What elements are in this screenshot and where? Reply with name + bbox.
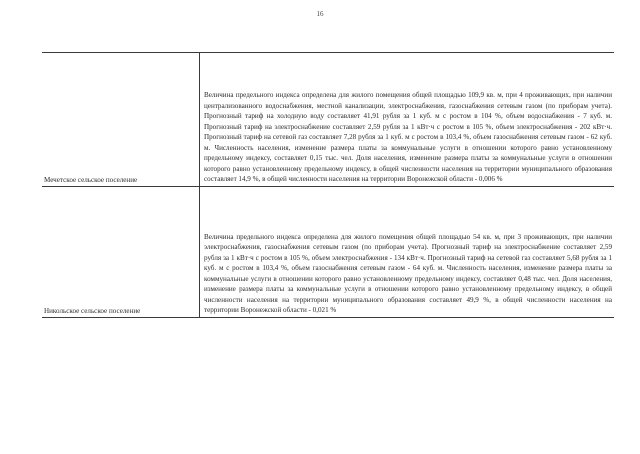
settlement-name: Никольское сельское поселение — [44, 307, 141, 315]
description-cell — [200, 187, 615, 318]
description-text: Величина предельного индекса определена для жилого помещения общей площадью 109,9 кв. м, при 4 проживающих, при наличии централизованного водоснабжения, местной канализации, электроснабжения, газоснабжения сетевым газом (по приборам учета). Прогнозный тариф на холодную воду составляет 41,91 рубля за 1 куб. м с ростом в 104 %, объем водоснабжения - 7 куб. м. Прогнозный тариф на электроснабжение составляет 2,59 рубля за 1 кВт·ч с ростом в 105 %, объем электроснабжения - 202 кВт·ч. Прогнозный тариф на сетевой газ составляет 7,28 рубля за 1 куб. м с ростом в 103,4 %, объем газоснабжения сетевым газом - 62 куб. м. Численность населения, изменение размера платы за коммунальные услуги в отношении которого равно установленному предельному индексу, составляет 0,15 тыс. чел. Доля населения, изменение размера платы за коммунальные услуги в отношении которого равно установленному предельному индексу, в общей численности населения на территории муниципального образования составляет 14,9 %, в общей численности населения на территории Воронежской области - 0,006 % — [204, 91, 612, 184]
description-cell — [200, 53, 615, 187]
page-number: 16 — [316, 10, 324, 18]
settlement-name-cell — [42, 53, 200, 187]
settlement-name: Мечетское сельское поселение — [44, 176, 138, 184]
settlement-name-cell — [42, 187, 200, 318]
table-row — [42, 53, 614, 187]
description-text: Величина предельного индекса определена для жилого помещения общей площадью 54 кв. м, при 3 проживающих, при наличии электроснабжения, газоснабжения сетевым газом (по приборам учета). Прогнозный тариф на электроснабжение составляет 2,59 рубля за 1 кВт·ч с ростом в 105 %, объем электроснабжения - 134 кВт·ч. Прогнозный тариф на сетевой газ составляет 5,68 рубля за 1 куб. м с ростом в 103,4 %, объем газоснабжения сетевым газом - 64 куб. м. Численность населения, изменение размера платы за коммунальные услуги в отношении которого равно установленному предельному индексу, составляет 0,48 тыс. чел. Доля населения, изменение размера платы за коммунальные услуги в отношении которого равно установленному предельному индексу, в общей численности населения на территории муниципального образования составляет 49,9 %, в общей численности населения на территории Воронежской области - 0,021 % — [204, 232, 612, 315]
table-row — [42, 187, 614, 318]
settlements-table — [42, 52, 614, 318]
